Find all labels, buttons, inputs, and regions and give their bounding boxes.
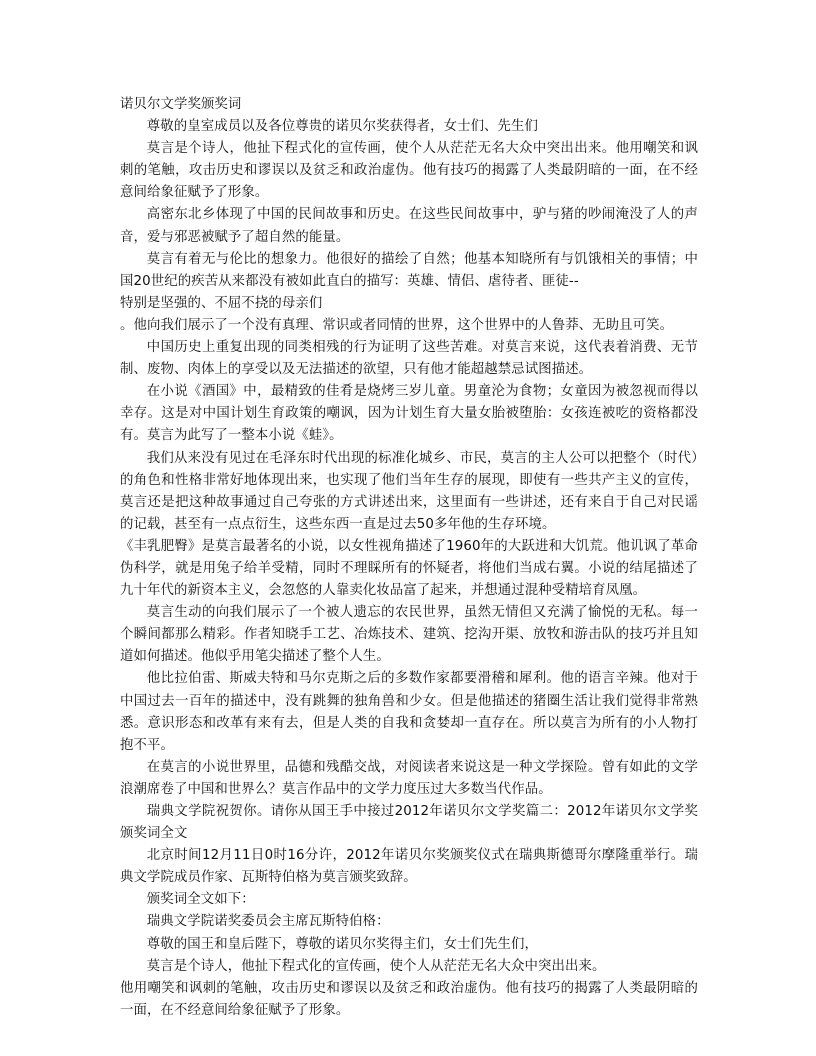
paragraph: 莫言生动的向我们展示了一个被人遗忘的农民世界，虽然无情但又充满了愉悦的无私。每一个瞬间都那么精彩。作者知晓手工艺、冶炼技术、建筑、挖沟开渠、放牧和游击队的技巧并且知道如何描述。他似乎用笔尖描述了整个人生。 bbox=[120, 605, 698, 665]
paragraph: 《丰乳肥臀》是莫言最著名的小说，以女性视角描述了1960年的大跃进和大饥荒。他讥讽了革命伪科学，就是用兔子给羊受精，同时不理睬所有的怀疑者，将他们当成右翼。小说的结尾描述了九十年代的新资本主义，会忽悠的人靠卖化妆品富了起来，并想通过混种受精培育凤凰。 bbox=[120, 538, 698, 599]
document-page bbox=[120, 94, 698, 1022]
paragraph: 尊敬的皇室成员以及各位尊贵的诺贝尔奖获得者，女士们、先生们 bbox=[146, 119, 539, 135]
paragraph: 在莫言的小说世界里，品德和残酷交战，对阅读者来说这是一种文学探险。曾有如此的文学浪潮席卷了中国和世界么？莫言作品中的文学力度压过大多数当代作品。 bbox=[120, 759, 698, 797]
paragraph: 特别是坚强的、不屈不挠的母亲们 bbox=[120, 295, 323, 311]
paragraph: 我们从来没有见过在毛泽东时代出现的标准化城乡、市民，莫言的主人公可以把整个（时代）的角色和性格非常好地体现出来，也实现了他们当年生存的展现，即使有一些共产主义的宣传，莫言还是把这种故事通过自己夸张的方式讲述出来，这里面有一些讲述，还有来自于自己对民谣的记载，甚至有一点点衍生，这些东西一直是过去50多年他的生存环境。 bbox=[120, 450, 698, 532]
document-title: 诺贝尔文学奖颁奖词 bbox=[120, 97, 242, 112]
paragraph: 在小说《酒国》中，最精致的佳肴是烧烤三岁儿童。男童沦为食物；女童因为被忽视而得以幸存。这是对中国计划生育政策的嘲讽，因为计划生育大量女胎被堕胎：女孩连被吃的资格都没有。莫言为此写了一整本小说《蛙》。 bbox=[120, 384, 698, 444]
document-body bbox=[120, 116, 698, 1022]
paragraph: 颁奖词全文如下： bbox=[146, 892, 255, 908]
paragraph: 中国历史上重复出现的同类相残的行为证明了这些苦难。对莫言来说，这代表着消费、无节制、废物、肉体上的享受以及无法描述的欲望，只有他才能超越禁忌试图描述。 bbox=[120, 340, 698, 378]
paragraph: 尊敬的国王和皇后陛下，尊敬的诺贝尔奖得主们，女士们先生们， bbox=[146, 936, 539, 952]
paragraph: 莫言是个诗人，他扯下程式化的宣传画，使个人从茫茫无名大众中突出出来。他用嘲笑和讽刺的笔触，攻击历史和谬误以及贫乏和政治虚伪。他有技巧的揭露了人类最阴暗的一面，在不经意间给象征赋予了形象。 bbox=[120, 141, 698, 201]
paragraph: 莫言有着无与伦比的想象力。他很好的描绘了自然；他基本知晓所有与饥饿相关的事情；中国20世纪的疾苦从来都没有被如此直白的描写：英雄、情侣、虐待者、匪徒-- bbox=[120, 251, 698, 289]
paragraph: 高密东北乡体现了中国的民间故事和历史。在这些民间故事中，驴与猪的吵闹淹没了人的声音，爱与邪恶被赋予了超自然的能量。 bbox=[120, 207, 698, 245]
paragraph: 。他向我们展示了一个没有真理、常识或者同情的世界，这个世界中的人鲁莽、无助且可笑。 bbox=[120, 317, 674, 333]
paragraph: 瑞典文学院诺奖委员会主席瓦斯特伯格： bbox=[146, 914, 390, 930]
paragraph: 他比拉伯雷、斯威夫特和马尔克斯之后的多数作家都要滑稽和犀利。他的语言辛辣。他对于中国过去一百年的描述中，没有跳舞的独角兽和少女。但是他描述的猪圈生活让我们觉得非常熟悉。意识形态和改革有来有去，但是人类的自我和贪婪却一直存在。所以莫言为所有的小人物打抱不平。 bbox=[120, 671, 698, 753]
paragraph: 北京时间12月11日0时16分许，2012年诺贝尔奖颁奖仪式在瑞典斯德哥尔摩隆重举行。瑞典文学院成员作家、瓦斯特伯格为莫言颁奖致辞。 bbox=[120, 848, 698, 886]
paragraph: 莫言是个诗人，他扯下程式化的宣传画，使个人从茫茫无名大众中突出出来。 bbox=[146, 958, 606, 974]
paragraph: 瑞典文学院祝贺你。请你从国王手中接过2012年诺贝尔文学奖篇二：2012年诺贝尔文学奖颁奖词全文 bbox=[120, 804, 698, 842]
paragraph: 他用嘲笑和讽刺的笔触，攻击历史和谬误以及贫乏和政治虚伪。他有技巧的揭露了人类最阴暗的一面，在不经意间给象征赋予了形象。 bbox=[120, 980, 698, 1018]
